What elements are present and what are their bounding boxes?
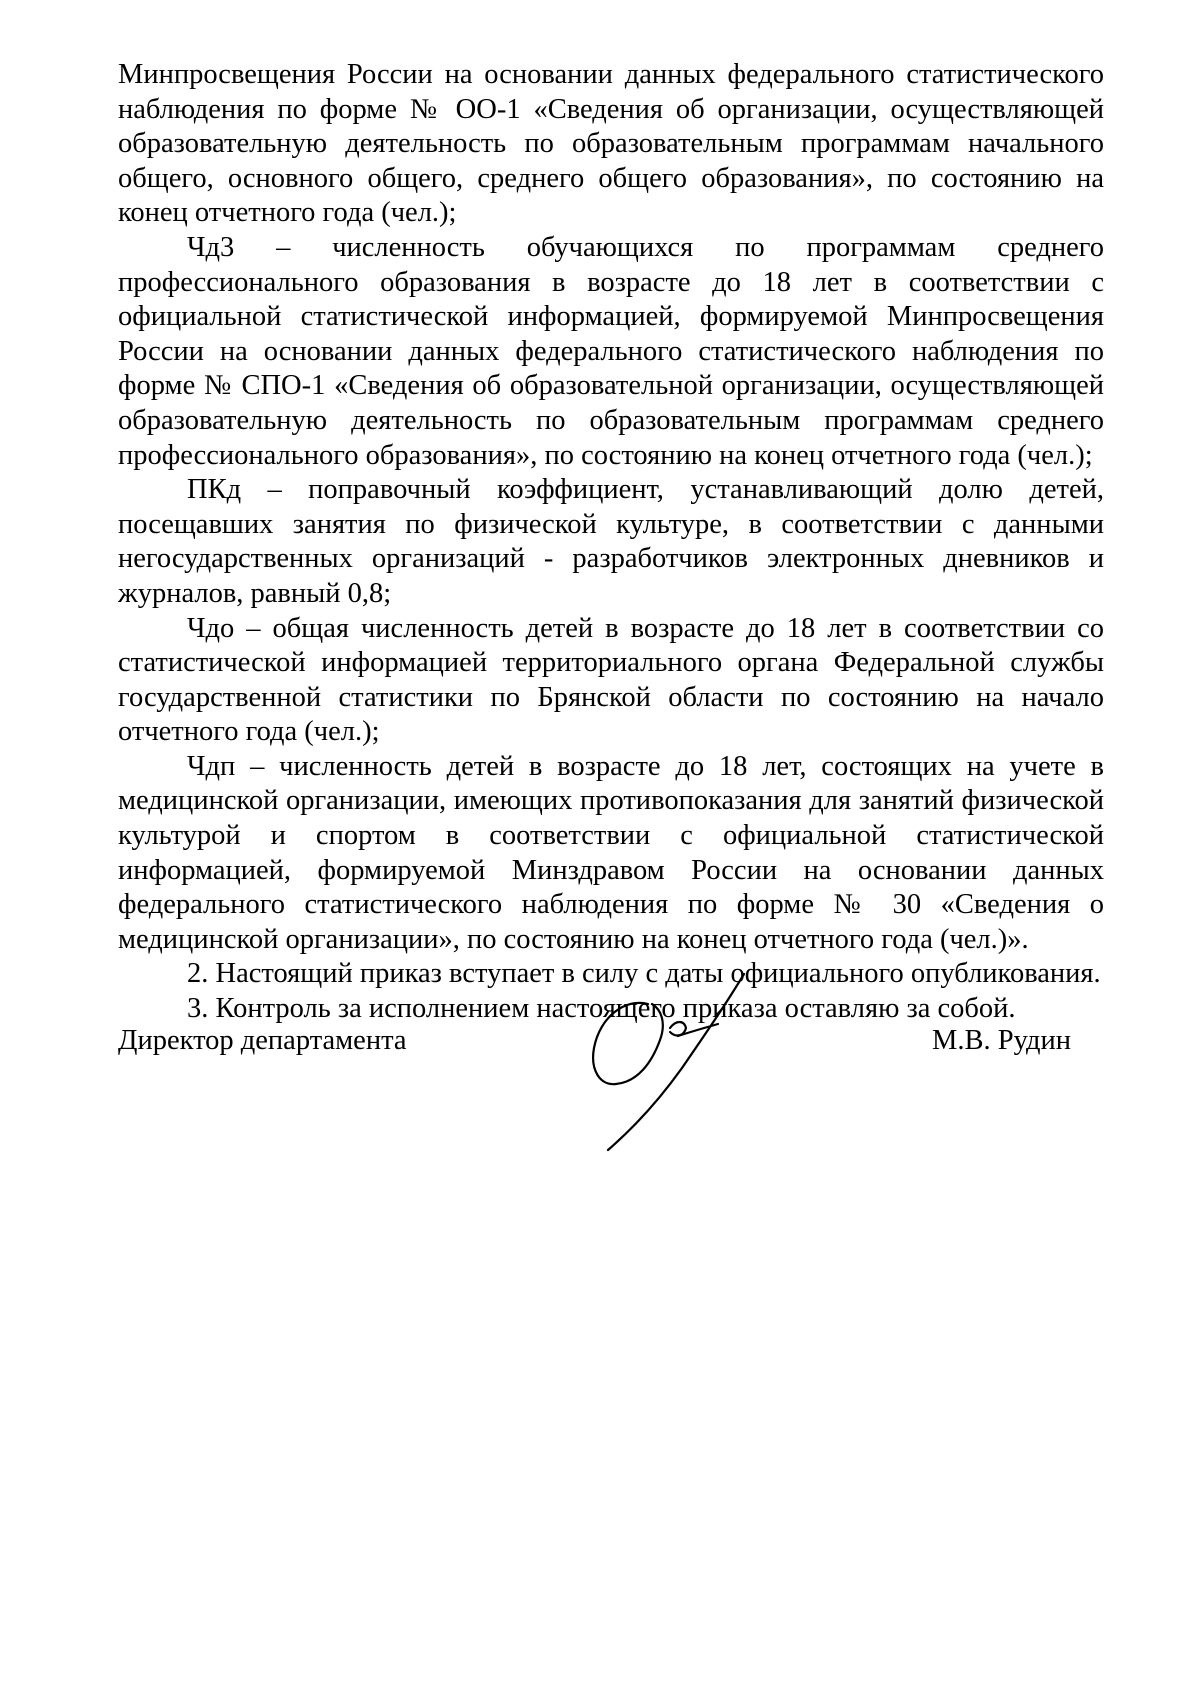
paragraph-item-3: 3. Контроль за исполнением настоящего приказа оставляю за собой. — [187, 993, 1016, 1025]
paragraph-pkd: ПКд – поправочный коэффициент, устанавливающий долю детей, посещавших занятия по физической культуре, в соответствии с данными негосударственных организаций - разработчиков электронных дневников и журналов, равный 0,8; — [118, 474, 1104, 609]
signature-position-title: Директор департамента — [118, 1025, 407, 1056]
document-body — [118, 58, 1104, 1027]
paragraph-chdo: Чдо – общая численность детей в возрасте до 18 лет в соответствии со статистической информацией территориального органа Федеральной службы государственной статистики по Брянской области по состоянию на начало отчетного года (чел.); — [118, 612, 1104, 748]
paragraph-item-2: 2. Настоящий приказ вступает в силу с даты официального опубликования. — [187, 958, 1101, 990]
handwritten-signature-icon — [586, 970, 786, 1152]
signatory-name: М.В. Рудин — [932, 1025, 1072, 1056]
paragraph-chdp: Чдп – численность детей в возрасте до 18 лет, состоящих на учете в медицинской организации, имеющих противопоказания для занятий физической культурой и спортом в соответствии с официальной статистической информацией, формируемой Минздравом России на основании данных федерального статистического наблюдения по форме № 30 «Сведения о медицинской организации», по состоянию на конец отчетного года (чел.)». — [118, 750, 1104, 955]
paragraph-chd3: Чд3 – численность обучающихся по программам среднего профессионального образования в возрасте до 18 лет в соответствии с официальной статистической информацией, формируемой Минпросвещения России на основании данных федерального статистического наблюдения по форме № СПО-1 «Сведения об образовательной организации, осуществляющей образовательную деятельность по образовательным программам среднего профессионального образования», по состоянию на конец отчетного года (чел.); — [118, 231, 1104, 471]
paragraph-continuation: Минпросвещения России на основании данных федерального статистического наблюдения по форме № ОО-1 «Сведения об организации, осуществляющей образовательную деятельность по образовательным программам начального общего, основного общего, среднего общего образования», по состоянию на конец отчетного года (чел.); — [118, 59, 1104, 229]
